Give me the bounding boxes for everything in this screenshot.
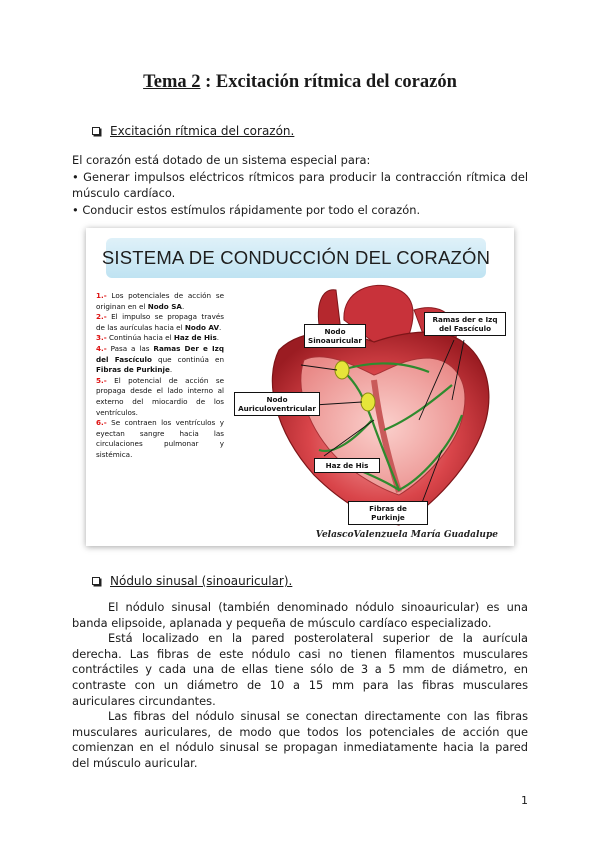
step-bold-text: Haz de His (173, 333, 217, 343)
figure-title: SISTEMA DE CONDUCCIÓN DEL CORAZÓN (101, 247, 491, 268)
step-text: . (219, 322, 222, 332)
callout-fibras-purkinje: Fibras de Purkinje (348, 501, 428, 525)
callout-haz-de-his: Haz de His (314, 458, 380, 473)
checkbox-bullet-icon (92, 577, 100, 585)
section-heading-label: Nódulo sinusal (sinoauricular). (110, 574, 293, 588)
intro-bullet-1: • Generar impulsos eléctricos rítmicos para producir la contracción rítmica del músculo cardíaco. (72, 169, 528, 200)
section-heading-nodulo-sinusal (92, 574, 292, 588)
step-number: 6.- (96, 418, 107, 428)
figure-step-1 (96, 291, 224, 312)
step-number: 4.- (96, 343, 107, 353)
intro-bullet-2: • Conducir estos estímulos rápidamente por todo el corazón. (72, 202, 421, 217)
figure-step-4 (96, 344, 224, 376)
body-text (72, 600, 528, 772)
conduction-system-figure (86, 228, 514, 546)
figure-step-2 (96, 312, 224, 333)
figure-step-3 (96, 333, 224, 344)
callout-ramas-fasciculo: Ramas der e Izq del Fascículo (424, 312, 506, 336)
step-text: El impulso se propaga través de las aurículas hacia el (96, 312, 224, 332)
body-paragraph-1: El nódulo sinusal (también denominado nódulo sinoauricular) es una banda elipsoide, aplanada y pequeña de músculo cardíaco especializado. (72, 600, 528, 630)
step-text: . (169, 365, 173, 375)
intro-line: El corazón está dotado de un sistema especial para: (72, 153, 371, 167)
step-text: El potencial de acción se propaga desde el lado interno al externo del miocardio de los ventrículos. (96, 375, 224, 417)
step-bold-text: Fibras de Purkinje (96, 365, 170, 375)
section-heading-label: Excitación rítmica del corazón. (110, 124, 295, 138)
page-number: 1 (521, 794, 528, 807)
intro-paragraph (72, 152, 528, 218)
body-paragraph-3: Las fibras del nódulo sinusal se conectan directamente con las fibras musculares auriculares, de modo que todos los potenciales de acción que comienzan en el nódulo sinusal se propagan inmediatamente hacia la pared del músculo auricular. (72, 709, 528, 770)
title-text: : Excitación rítmica del corazón (200, 72, 457, 92)
step-text: Se contraen los ventrículos y eyectan sangre hacia las circulaciones pulmonar y sistémica. (96, 418, 224, 459)
title-topic-number: Tema 2 (143, 72, 201, 92)
figure-steps-list (96, 291, 224, 461)
step-bold-text: Nodo AV (184, 322, 220, 332)
section-heading-excitacion (92, 124, 294, 138)
step-bold-text: Nodo SA (147, 301, 182, 311)
checkbox-bullet-icon (92, 127, 100, 135)
step-number: 5.- (96, 375, 107, 385)
step-text: . (181, 301, 185, 311)
step-number: 1.- (96, 291, 107, 300)
step-text: Pasa a las (106, 343, 154, 353)
step-number: 2.- (96, 312, 107, 322)
figure-signature: VelascoValenzuela María Guadalupe (315, 530, 498, 540)
body-paragraph-2: Está localizado en la pared posterolateral superior de la aurícula derecha. Las fibras de este nódulo casi no tienen filamentos musculares contráctiles y cada una de ellas tiene sólo de 3 a 5 mm de diámetro, en contraste con un diámetro de 10 a 15 mm para las fibras musculares auriculares circundantes. (72, 631, 528, 708)
callout-nodo-sinoauricular: Nodo Sinoauricular (304, 324, 366, 348)
step-text: que continúa en (151, 354, 225, 364)
step-text: . (216, 333, 220, 343)
step-number: 3.- (96, 333, 107, 343)
figure-step-5 (96, 376, 224, 418)
figure-title-banner (101, 238, 491, 278)
step-bold-text: Ramas Der e Izq del Fascículo (96, 343, 224, 364)
callout-nodo-auriculoventricular: Nodo Auriculoventricular (234, 392, 320, 416)
figure-step-6 (96, 418, 224, 460)
page-title (0, 72, 600, 93)
step-text: Los potenciales de acción se originan en el (96, 291, 224, 311)
step-text: Continúa hacia el (106, 333, 174, 343)
